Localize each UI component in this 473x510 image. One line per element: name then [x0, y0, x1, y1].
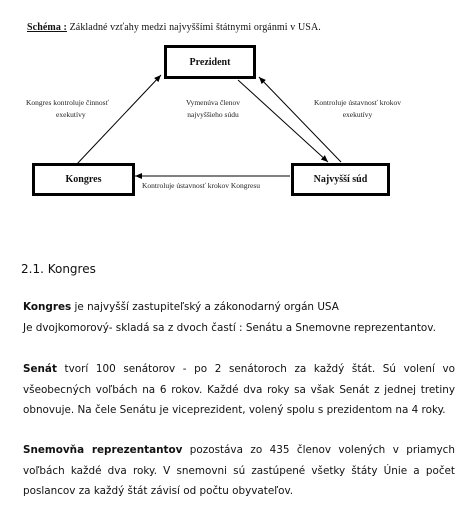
term-snemovna: Snemovňa reprezentantov [23, 444, 183, 456]
paragraph-snemovna [23, 440, 455, 502]
court-box [291, 163, 390, 196]
term-senat: Senát [23, 363, 57, 375]
congress-label: Kongres [65, 174, 102, 185]
president-label: Prezident [189, 56, 231, 68]
label-congress-controls [26, 97, 109, 121]
section-heading: 2.1. Kongres [21, 262, 96, 276]
label-court-controls-president-line1: Kontroluje ústavnosť krokov [314, 98, 401, 107]
president-box [164, 45, 256, 79]
paragraph-senat [23, 359, 455, 421]
label-congress-controls-line2: exekutívy [56, 110, 86, 119]
label-court-controls-president-line2: exekutívy [342, 110, 373, 119]
kongres-text-line1: je najvyšší zastupiteľský a zákonodarný orgán USA [71, 301, 339, 313]
diagram-title-text: Základné vzťahy medzi najvyššími štátnymi orgánmi v USA. [69, 22, 321, 33]
court-label: Najvyšší súd [313, 174, 368, 185]
label-congress-controls-line1: Kongres kontroluje činnosť [26, 98, 109, 107]
congress-box [32, 163, 135, 196]
label-court-controls-president [314, 97, 401, 121]
arrow-president-to-court [238, 80, 328, 162]
term-kongres: Kongres [23, 301, 72, 313]
label-court-controls-congress: Kontroluje ústavnosť krokov Kongresu [142, 181, 260, 190]
diagram-title-prefix: Schéma : [27, 22, 67, 33]
snemovna-text: pozostáva zo 435 členov volených v priamych voľbách každé dva roky. V snemovni sú zastúpené všetky štáty Únie a počet poslancov za každý štát závisí od počtu obyvateľov. [23, 444, 455, 497]
label-appoints-line2: najvyššieho súdu [187, 110, 239, 119]
paragraph-kongres [23, 297, 455, 338]
senat-text: tvorí 100 senátorov - po 2 senátoroch za každý štát. Sú volení vo všeobecných voľbách na 6 rokov. Každé dva roky sa však Senát z jednej tretiny obnovuje. Na čele Senátu je viceprezident, volený spolu s prezidentom na 4 roky. [23, 363, 455, 416]
kongres-text-line2: Je dvojkomorový- skladá sa z dvoch častí : Senátu a Snemovne reprezentantov. [23, 321, 436, 334]
label-appoints-line1: Vymenúva členov [186, 98, 240, 107]
label-appoints [186, 97, 240, 121]
diagram [0, 0, 473, 205]
